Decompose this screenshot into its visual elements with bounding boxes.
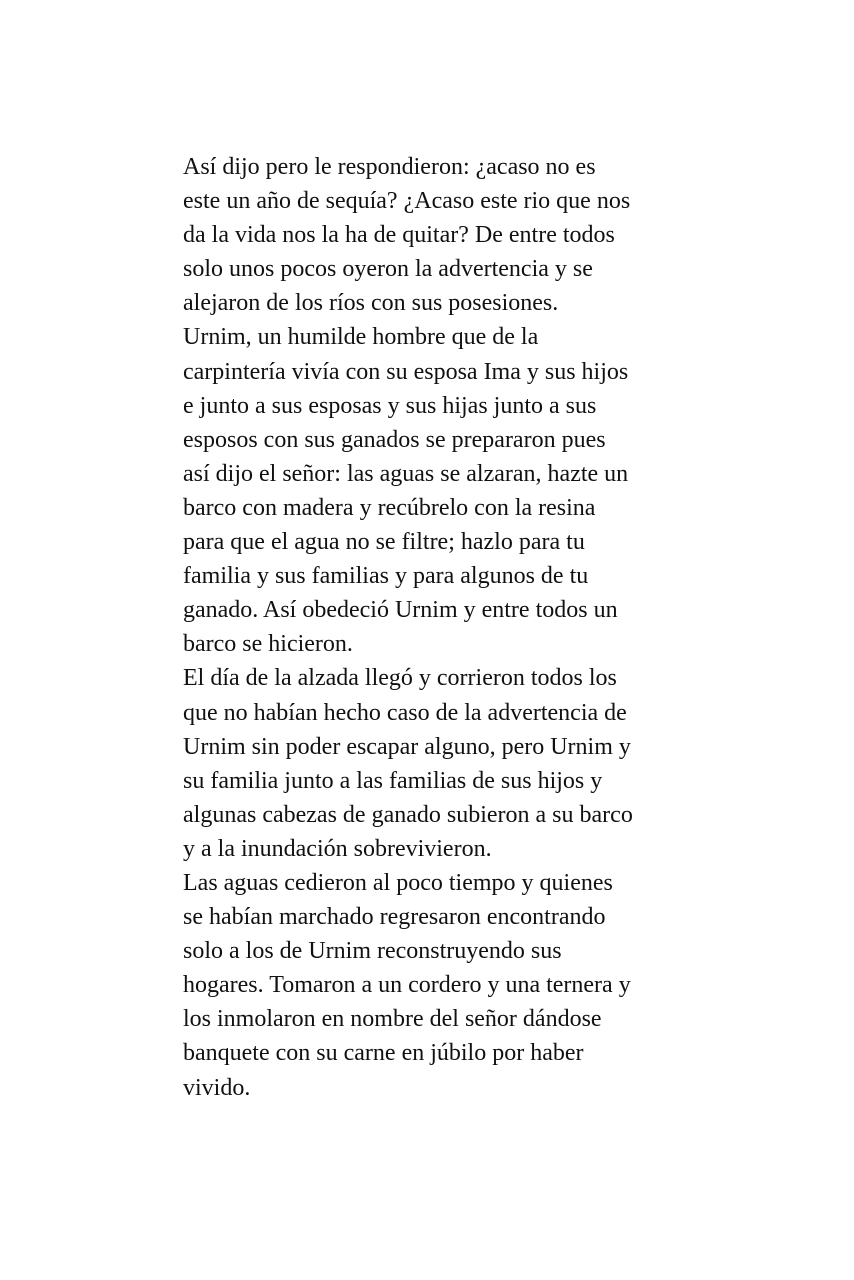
text-line: solo unos pocos oyeron la advertencia y se [183, 256, 593, 283]
text-line: su familia junto a las familias de sus hijos y [183, 767, 603, 794]
text-line: e junto a sus esposas y sus hijas junto a sus [183, 392, 597, 419]
text-line: para que el agua no se filtre; hazlo para tu [183, 529, 585, 556]
text-line: así dijo el señor: las aguas se alzaran, hazte un [183, 460, 629, 487]
text-line: Urnim, un humilde hombre que de la [183, 324, 539, 351]
text-line: que no habían hecho caso de la advertencia de [183, 699, 627, 726]
text-line: hogares. Tomaron a un cordero y una ternera y [183, 972, 631, 999]
text-line: familia y sus familias y para algunos de tu [183, 563, 589, 590]
text-line: los inmolaron en nombre del señor dándose [183, 1006, 602, 1033]
body-text [183, 150, 683, 1105]
text-line: algunas cabezas de ganado subieron a su barco [183, 801, 633, 828]
text-line: barco con madera y recúbrelo con la resina [183, 494, 596, 521]
text-line: El día de la alzada llegó y corrieron todos los [183, 665, 617, 692]
text-line: carpintería vivía con su esposa Ima y sus hijos [183, 358, 629, 385]
text-line: Urnim sin poder escapar alguno, pero Urnim y [183, 733, 631, 760]
text-line: banquete con su carne en júbilo por haber [183, 1040, 584, 1067]
text-line: Así dijo pero le respondieron: ¿acaso no es [183, 154, 596, 180]
text-line: esposos con sus ganados se prepararon pues [183, 426, 606, 453]
text-line: y a la inundación sobrevivieron. [183, 835, 492, 862]
text-line: alejaron de los ríos con sus posesiones. [183, 290, 559, 317]
text-line: Las aguas cedieron al poco tiempo y quienes [183, 869, 613, 896]
text-line: vivido. [183, 1074, 251, 1101]
text-line: se habían marchado regresaron encontrando [183, 904, 606, 931]
text-line: barco se hicieron. [183, 631, 353, 658]
text-line: este un año de sequía? ¿Acaso este rio que nos [183, 188, 631, 215]
text-line: da la vida nos la ha de quitar? De entre todos [183, 222, 615, 249]
text-line: ganado. Así obedeció Urnim y entre todos un [183, 597, 618, 624]
text-line: solo a los de Urnim reconstruyendo sus [183, 938, 562, 965]
